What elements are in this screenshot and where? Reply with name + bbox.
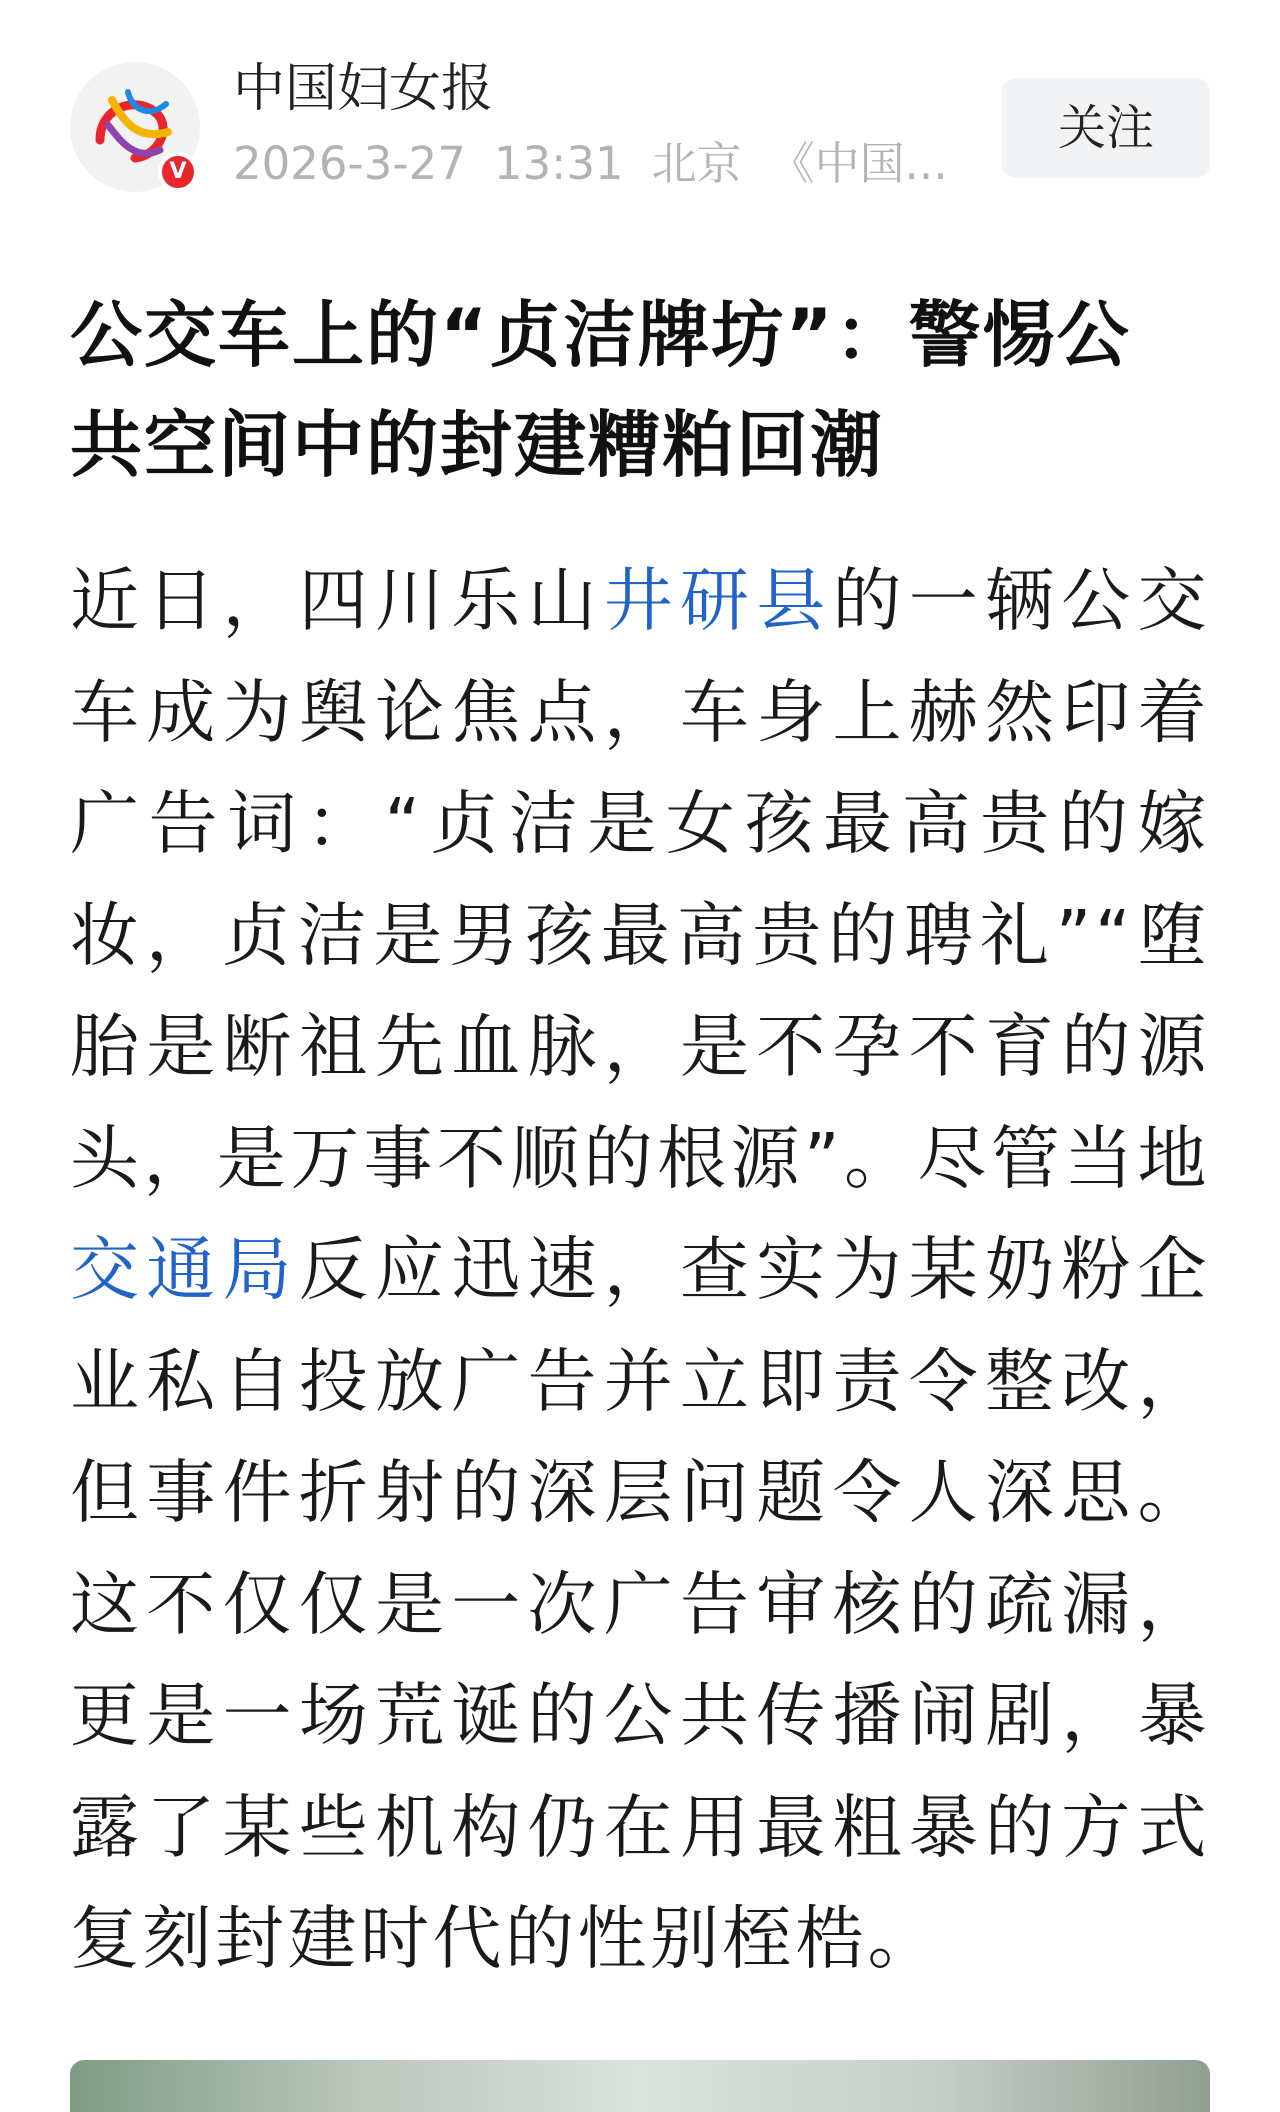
avatar[interactable] <box>70 62 200 192</box>
body-text-segment: 反应迅速，查实为某奶粉企业私自投放广告并立即责令整改，但事件折射的深层问题令人深思。这不仅仅是一次广告审核的疏漏，更是一场荒诞的公共传播闹剧，暴露了某些机构仍在用最粗暴的方式复刻封建时代的性别桎梏。 <box>70 1230 1210 1979</box>
account-name[interactable]: 中国妇女报 <box>233 59 494 119</box>
article-header <box>70 58 1210 190</box>
post-source: 《中国... <box>769 137 948 190</box>
post-time: 13:31 <box>493 137 624 190</box>
post-date: 2026-3-27 <box>233 137 466 190</box>
link-jingyan-county[interactable]: 井研县 <box>603 561 833 641</box>
body-text-segment: 的一辆公交车成为舆论焦点，车身上赫然印着广告词：“贞洁是女孩最高贵的嫁妆，贞洁是男孩最高贵的聘礼”“堕胎是断祖先血脉，是不孕不育的源头，是万事不顺的根源”。尽管当地 <box>70 561 1210 1199</box>
body-text-segment: 近日，四川乐山 <box>70 561 604 641</box>
article-image[interactable] <box>70 2060 1210 2112</box>
follow-button[interactable]: 关注 <box>1002 78 1210 178</box>
link-transport-bureau[interactable]: 交通局 <box>70 1230 299 1310</box>
article-body <box>70 546 1210 1996</box>
post-location: 北京 <box>651 137 742 190</box>
article-title: 公交车上的“贞洁牌坊”：警惕公共空间中的封建糟粕回潮 <box>70 293 1131 487</box>
post-meta <box>233 136 1013 192</box>
verified-badge: V <box>158 152 198 192</box>
